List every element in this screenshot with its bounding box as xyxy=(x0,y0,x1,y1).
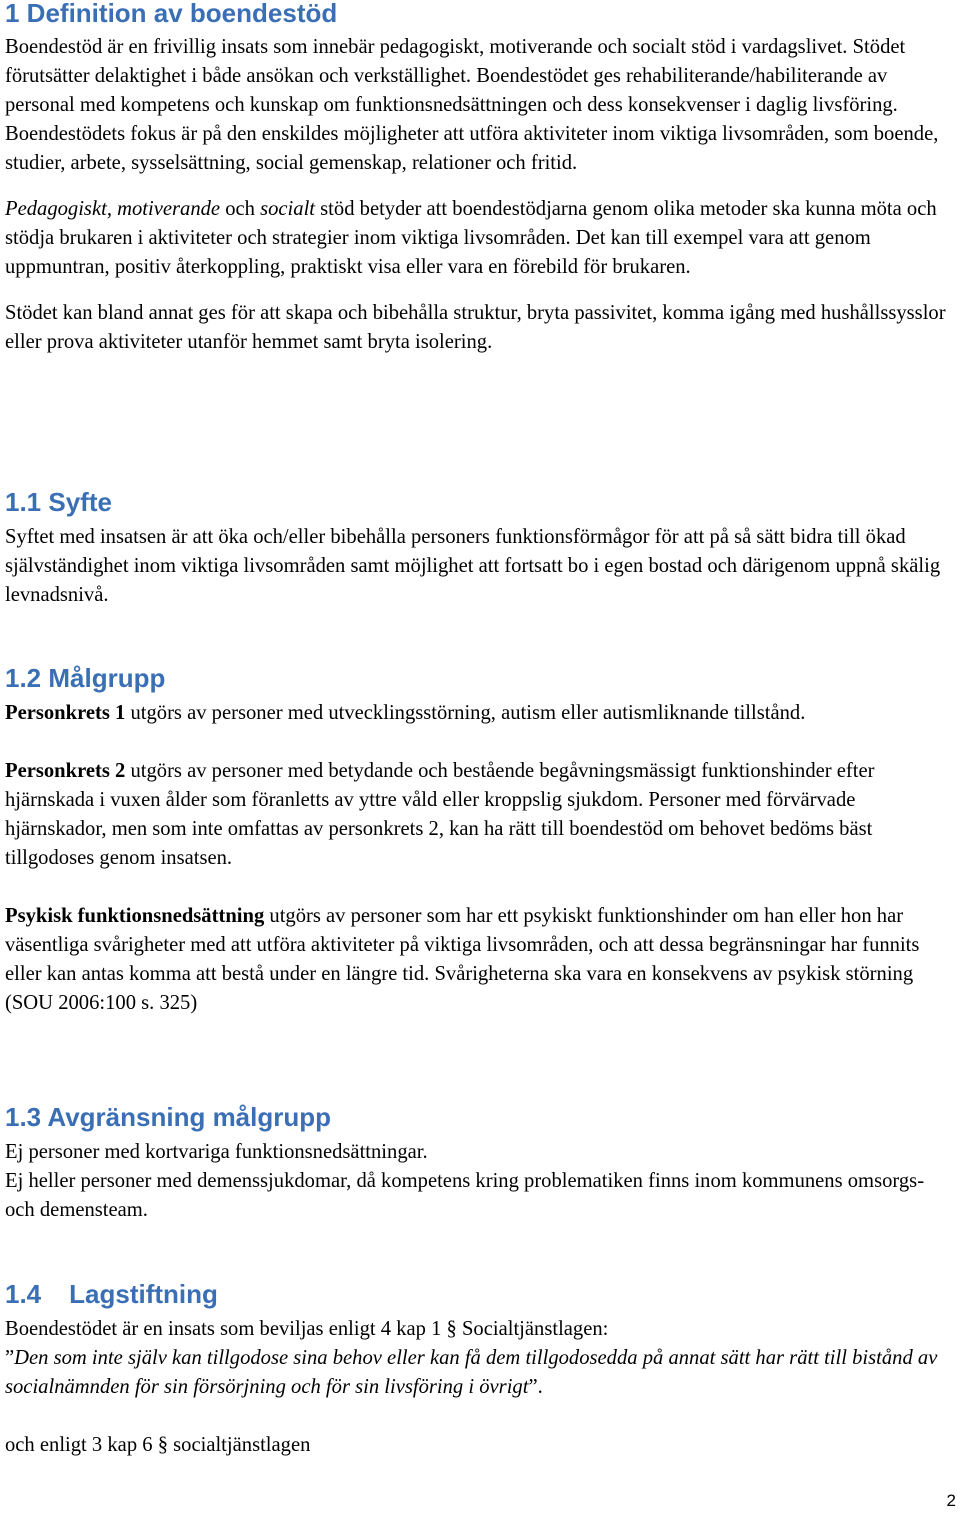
section-heading: 1.3 Avgränsning målgrupp xyxy=(5,1102,332,1132)
paragraph: Pedagogiskt, motiverande och socialt stöd betyder att boendestödjarna genom olika metoder ska kunna möta och stödja brukaren i aktiviteter och strategier inom viktiga livsområden. Det kan till exempel vara att genom uppmuntran, positiv återkoppling, praktiskt visa eller vara en förebild för brukaren. xyxy=(5,198,937,278)
italic-term: motiverande xyxy=(117,198,221,220)
paragraph: och enligt 3 kap 6 § socialtjänstlagen xyxy=(5,1434,311,1456)
paragraph: Syftet med insatsen är att öka och/eller bibehålla personers funktionsförmågor för att på så sätt bidra till ökad självständighet inom viktiga livsområden samt möjlighet att fortsatt bo i egen bostad och därigenom uppnå skälig levnadsnivå. xyxy=(5,526,941,606)
section-malgrupp xyxy=(5,663,957,1018)
section-heading: 1.1 Syfte xyxy=(5,487,112,517)
law-quote: ”Den som inte själv kan tillgodose sina behov eller kan få dem tillgodosedda på annat sätt har rätt till bistånd av socialnämnden för sin försörjning och för sin livsföring i övrigt”. xyxy=(5,1347,938,1398)
section-avgransning xyxy=(5,1102,957,1225)
page-number: 2 xyxy=(946,1491,956,1510)
section-syfte xyxy=(5,487,957,610)
section-heading: 1.4 Lagstiftning xyxy=(5,1279,218,1309)
section-heading: 1.2 Målgrupp xyxy=(5,663,166,693)
bold-term: Personkrets 2 xyxy=(5,760,126,782)
paragraph: Boendestöd är en frivillig insats som innebär pedagogiskt, motiverande och socialt stöd i vardagslivet. Stödet förutsätter delaktighet i både ansökan och verkställighet. Boendestödet ges rehabiliterande/habiliterande av personal med kompetens och kunskap om funktionsnedsättningen och dess konsekvenser i daglig livsföring. Boendestödets fokus är på den enskildes möjligheter att utföra aktiviteter inom viktiga livsområden, som boende, studier, arbete, sysselsättning, social gemenskap, relationer och fritid. xyxy=(5,36,939,174)
section-definition xyxy=(5,0,957,357)
paragraph: Personkrets 2 utgörs av personer med betydande och bestående begåvningsmässigt funktionshinder efter hjärnskada i vuxen ålder som föranletts av yttre våld eller kroppslig sjukdom. Personer med förvärvade hjärnskador, men som inte omfattas av personkrets 2, kan ha rätt till boendestöd om behovet bedöms bäst tillgodoses genom insatsen. xyxy=(5,760,875,869)
italic-term: Pedagogiskt xyxy=(5,198,107,220)
section-lagstiftning xyxy=(5,1279,957,1460)
paragraph: Personkrets 1 utgörs av personer med utvecklingsstörning, autism eller autismliknande tillstånd. xyxy=(5,702,806,724)
paragraph: Ej heller personer med demenssjukdomar, då kompetens kring problematiken finns inom kommunens omsorgs- och demensteam. xyxy=(5,1170,925,1221)
paragraph: Boendestödet är en insats som beviljas enligt 4 kap 1 § Socialtjänstlagen: xyxy=(5,1318,609,1340)
paragraph: Ej personer med kortvariga funktionsnedsättningar. xyxy=(5,1141,428,1163)
bold-term: Personkrets 1 xyxy=(5,702,126,724)
paragraph: Psykisk funktionsnedsättning utgörs av personer som har ett psykiskt funktionshinder om han eller hon har väsentliga svårigheter med att utföra aktiviteter på viktiga livsområden, och att dessa begränsningar har funnits eller kan antas komma att bestå under en längre tid. Svårigheterna ska vara en konsekvens av psykisk störning (SOU 2006:100 s. 325) xyxy=(5,905,920,1014)
section-heading: 1 Definition av boendestöd xyxy=(5,0,338,28)
bold-term: Psykisk funktionsnedsättning xyxy=(5,905,265,927)
italic-term: socialt xyxy=(260,198,316,220)
paragraph: Stödet kan bland annat ges för att skapa och bibehålla struktur, bryta passivitet, komma igång med hushållssysslor eller prova aktiviteter utanför hemmet samt bryta isolering. xyxy=(5,302,946,353)
